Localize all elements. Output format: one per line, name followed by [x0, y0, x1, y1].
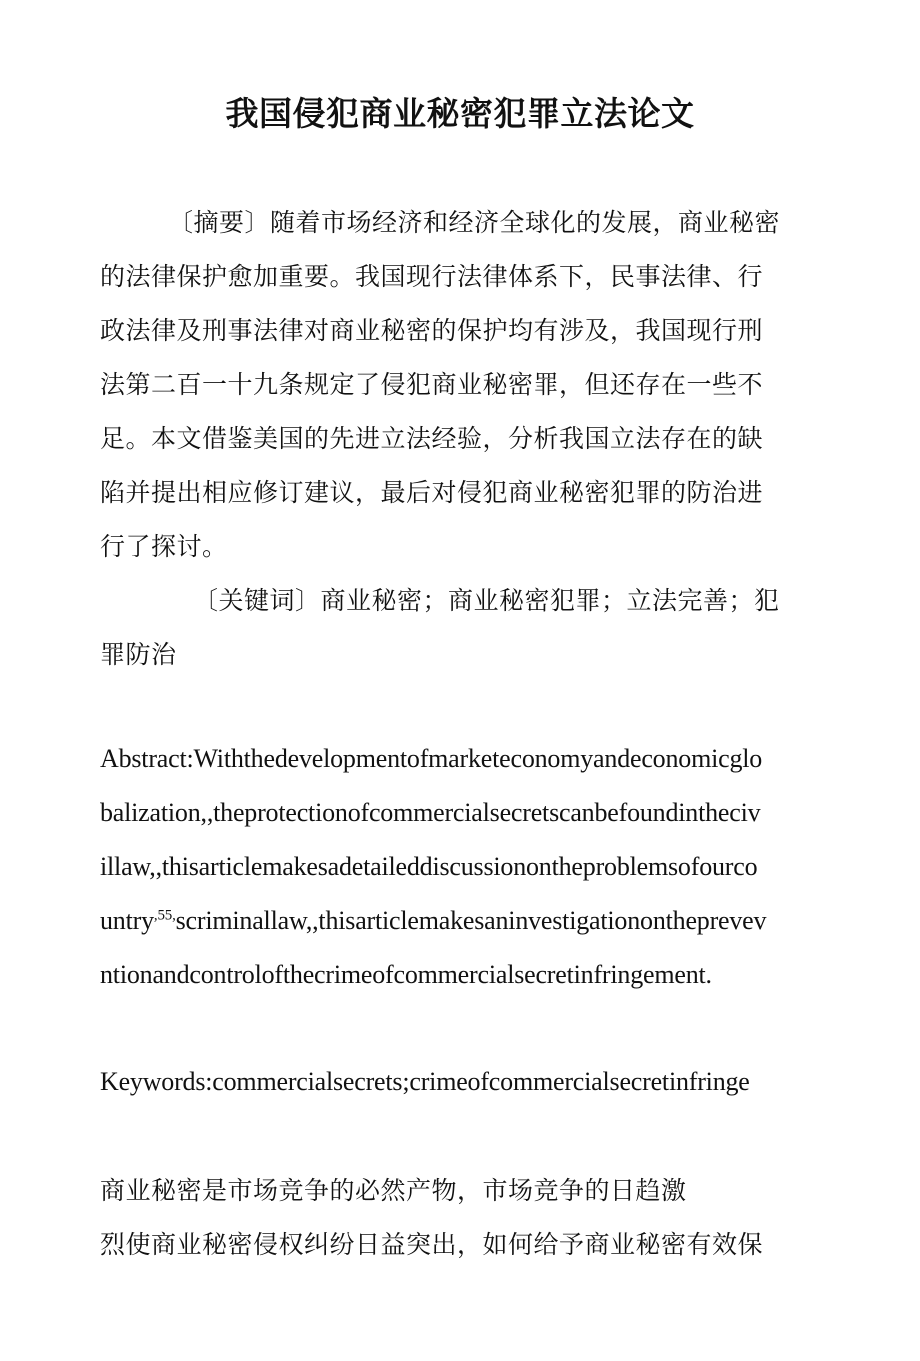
abstract-en-line [100, 906, 766, 936]
abstract-cn-line: 的法律保护愈加重要。我国现行法律体系下，民事法律、行 [100, 262, 764, 291]
abstract-cn-line: 法第二百一十九条规定了侵犯商业秘密罪，但还存在一些不 [100, 370, 764, 399]
abstract-en-text: untry [100, 906, 154, 935]
abstract-en-line: illaw,,thisarticlemakesadetaileddiscussionontheproblemsofourco [100, 852, 758, 881]
abstract-en-line: ntionandcontrolofthecrimeofcommercialsecretinfringement. [100, 960, 712, 989]
body-line: 烈使商业秘密侵权纠纷日益突出，如何给予商业秘密有效保 [100, 1230, 764, 1259]
abstract-cn-line: 政法律及刑事法律对商业秘密的保护均有涉及，我国现行刑 [100, 316, 764, 345]
abstract-en-text: scriminallaw,,thisarticlemakesaninvestigationontheprevev [175, 906, 767, 935]
footnote-marker: ,55, [153, 907, 176, 924]
abstract-cn-line: 行了探讨。 [100, 532, 228, 561]
keywords-cn-line: 罪防治 [100, 640, 177, 669]
abstract-en-line: balization,,theprotectionofcommercialsecretscanbefoundintheciv [100, 798, 761, 827]
keywords-cn-line: 〔关键词〕商业秘密；商业秘密犯罪；立法完善；犯 [193, 586, 780, 615]
keywords-en: Keywords:commercialsecrets;crimeofcommercialsecretinfringe [100, 1067, 750, 1096]
abstract-cn-line: 足。本文借鉴美国的先进立法经验，分析我国立法存在的缺 [100, 424, 764, 453]
document-title: 我国侵犯商业秘密犯罪立法论文 [225, 94, 695, 133]
abstract-en-line: Abstract:Withthedevelopmentofmarketeconomyandeconomicglo [100, 744, 763, 773]
abstract-cn-line: 陷并提出相应修订建议，最后对侵犯商业秘密犯罪的防治进 [100, 478, 764, 507]
abstract-cn-line: 〔摘要〕随着市场经济和经济全球化的发展，商业秘密 [168, 208, 781, 237]
body-line: 商业秘密是市场竞争的必然产物，市场竞争的日趋激 [100, 1176, 687, 1205]
